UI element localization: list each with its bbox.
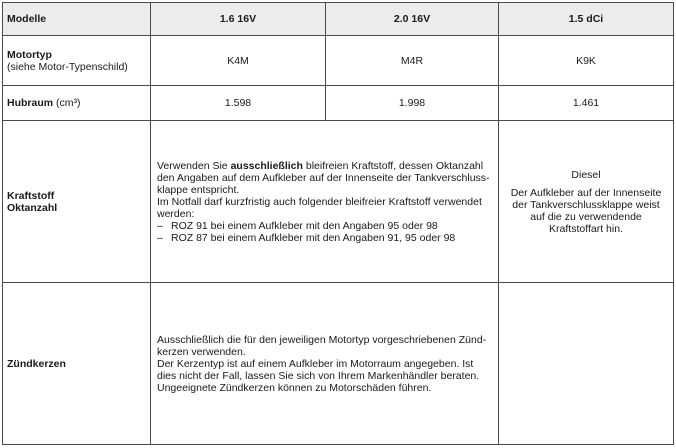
dash-marker: – <box>157 231 163 244</box>
engine-type-label-cell <box>3 36 151 86</box>
petrol-fuel-text <box>151 121 499 283</box>
spark-plug-line-1: Ausschließlich die für den jeweiligen Motortyp vorgeschriebenen Zünd-kerzen verwenden. <box>157 333 487 358</box>
spark-plug-empty-cell <box>499 283 674 445</box>
engine-type-value-1: K4M <box>151 36 326 86</box>
displacement-value-3: 1.461 <box>499 86 674 121</box>
displacement-value-2: 1.998 <box>326 86 499 121</box>
diesel-note: Der Aufkleber auf der Innenseite der Tankverschlussklappe weist auf die zu verwendende Kraftstoffart hin. <box>510 186 662 235</box>
petrol-intro-bold: ausschließlich <box>230 159 303 172</box>
petrol-intro-pre: Verwenden Sie <box>157 159 231 172</box>
models-header: Modelle <box>3 3 151 36</box>
header-row <box>3 3 674 36</box>
engine-type-value-3: K9K <box>499 36 674 86</box>
fuel-label-cell <box>3 121 151 283</box>
spark-plug-text <box>151 283 499 445</box>
displacement-label-cell <box>3 86 151 121</box>
engine-type-row <box>3 36 674 86</box>
list-item-text: ROZ 91 bei einem Aufkleber mit den Angaben 95 oder 98 <box>171 219 438 232</box>
octane-label: Oktanzahl <box>7 201 58 214</box>
engine-header-2: 2.0 16V <box>326 3 499 36</box>
dash-marker: – <box>157 219 163 232</box>
displacement-row <box>3 86 674 121</box>
spark-plug-line-2: Der Kerzentyp ist auf einem Aufkleber im Motorraum angegeben. Ist dies nicht der Fall, lassen Sie sich von Ihrem Markenhändler beraten. <box>157 357 480 382</box>
displacement-value-1: 1.598 <box>151 86 326 121</box>
spark-plug-row <box>3 283 674 445</box>
list-item <box>157 220 492 232</box>
petrol-intro <box>157 160 492 196</box>
spark-plug-label: Zündkerzen <box>3 283 151 445</box>
displacement-unit: (cm³) <box>56 97 81 109</box>
engine-type-sublabel: (siehe Motor-Typenschild) <box>7 60 128 73</box>
petrol-intro-post: bleifreien Kraftstoff, dessen Oktanzahl den Angaben auf dem Aufkleber auf der Innenseite der Tankverschluss-klappe entspricht. <box>157 159 490 196</box>
spark-plug-line-3: Ungeeignete Zündkerzen können zu Motorschäden führen. <box>157 381 432 394</box>
engine-spec-table <box>2 2 674 445</box>
list-item <box>157 232 492 244</box>
list-item-text: ROZ 87 bei einem Aufkleber mit den Angaben 91, 95 oder 98 <box>171 231 456 244</box>
petrol-emergency: Im Notfall darf kurzfristig auch folgender bleifreier Kraftstoff verwendet werden: <box>157 195 482 220</box>
diesel-fuel-text <box>499 121 674 283</box>
engine-header-3: 1.5 dCi <box>499 3 674 36</box>
engine-header-1: 1.6 16V <box>151 3 326 36</box>
engine-type-label: Motortyp <box>7 48 52 61</box>
displacement-label: Hubraum <box>7 97 54 109</box>
fuel-row <box>3 121 674 283</box>
fuel-label: Kraftstoff <box>7 189 55 202</box>
engine-type-value-2: M4R <box>326 36 499 86</box>
diesel-title: Diesel <box>571 168 601 181</box>
